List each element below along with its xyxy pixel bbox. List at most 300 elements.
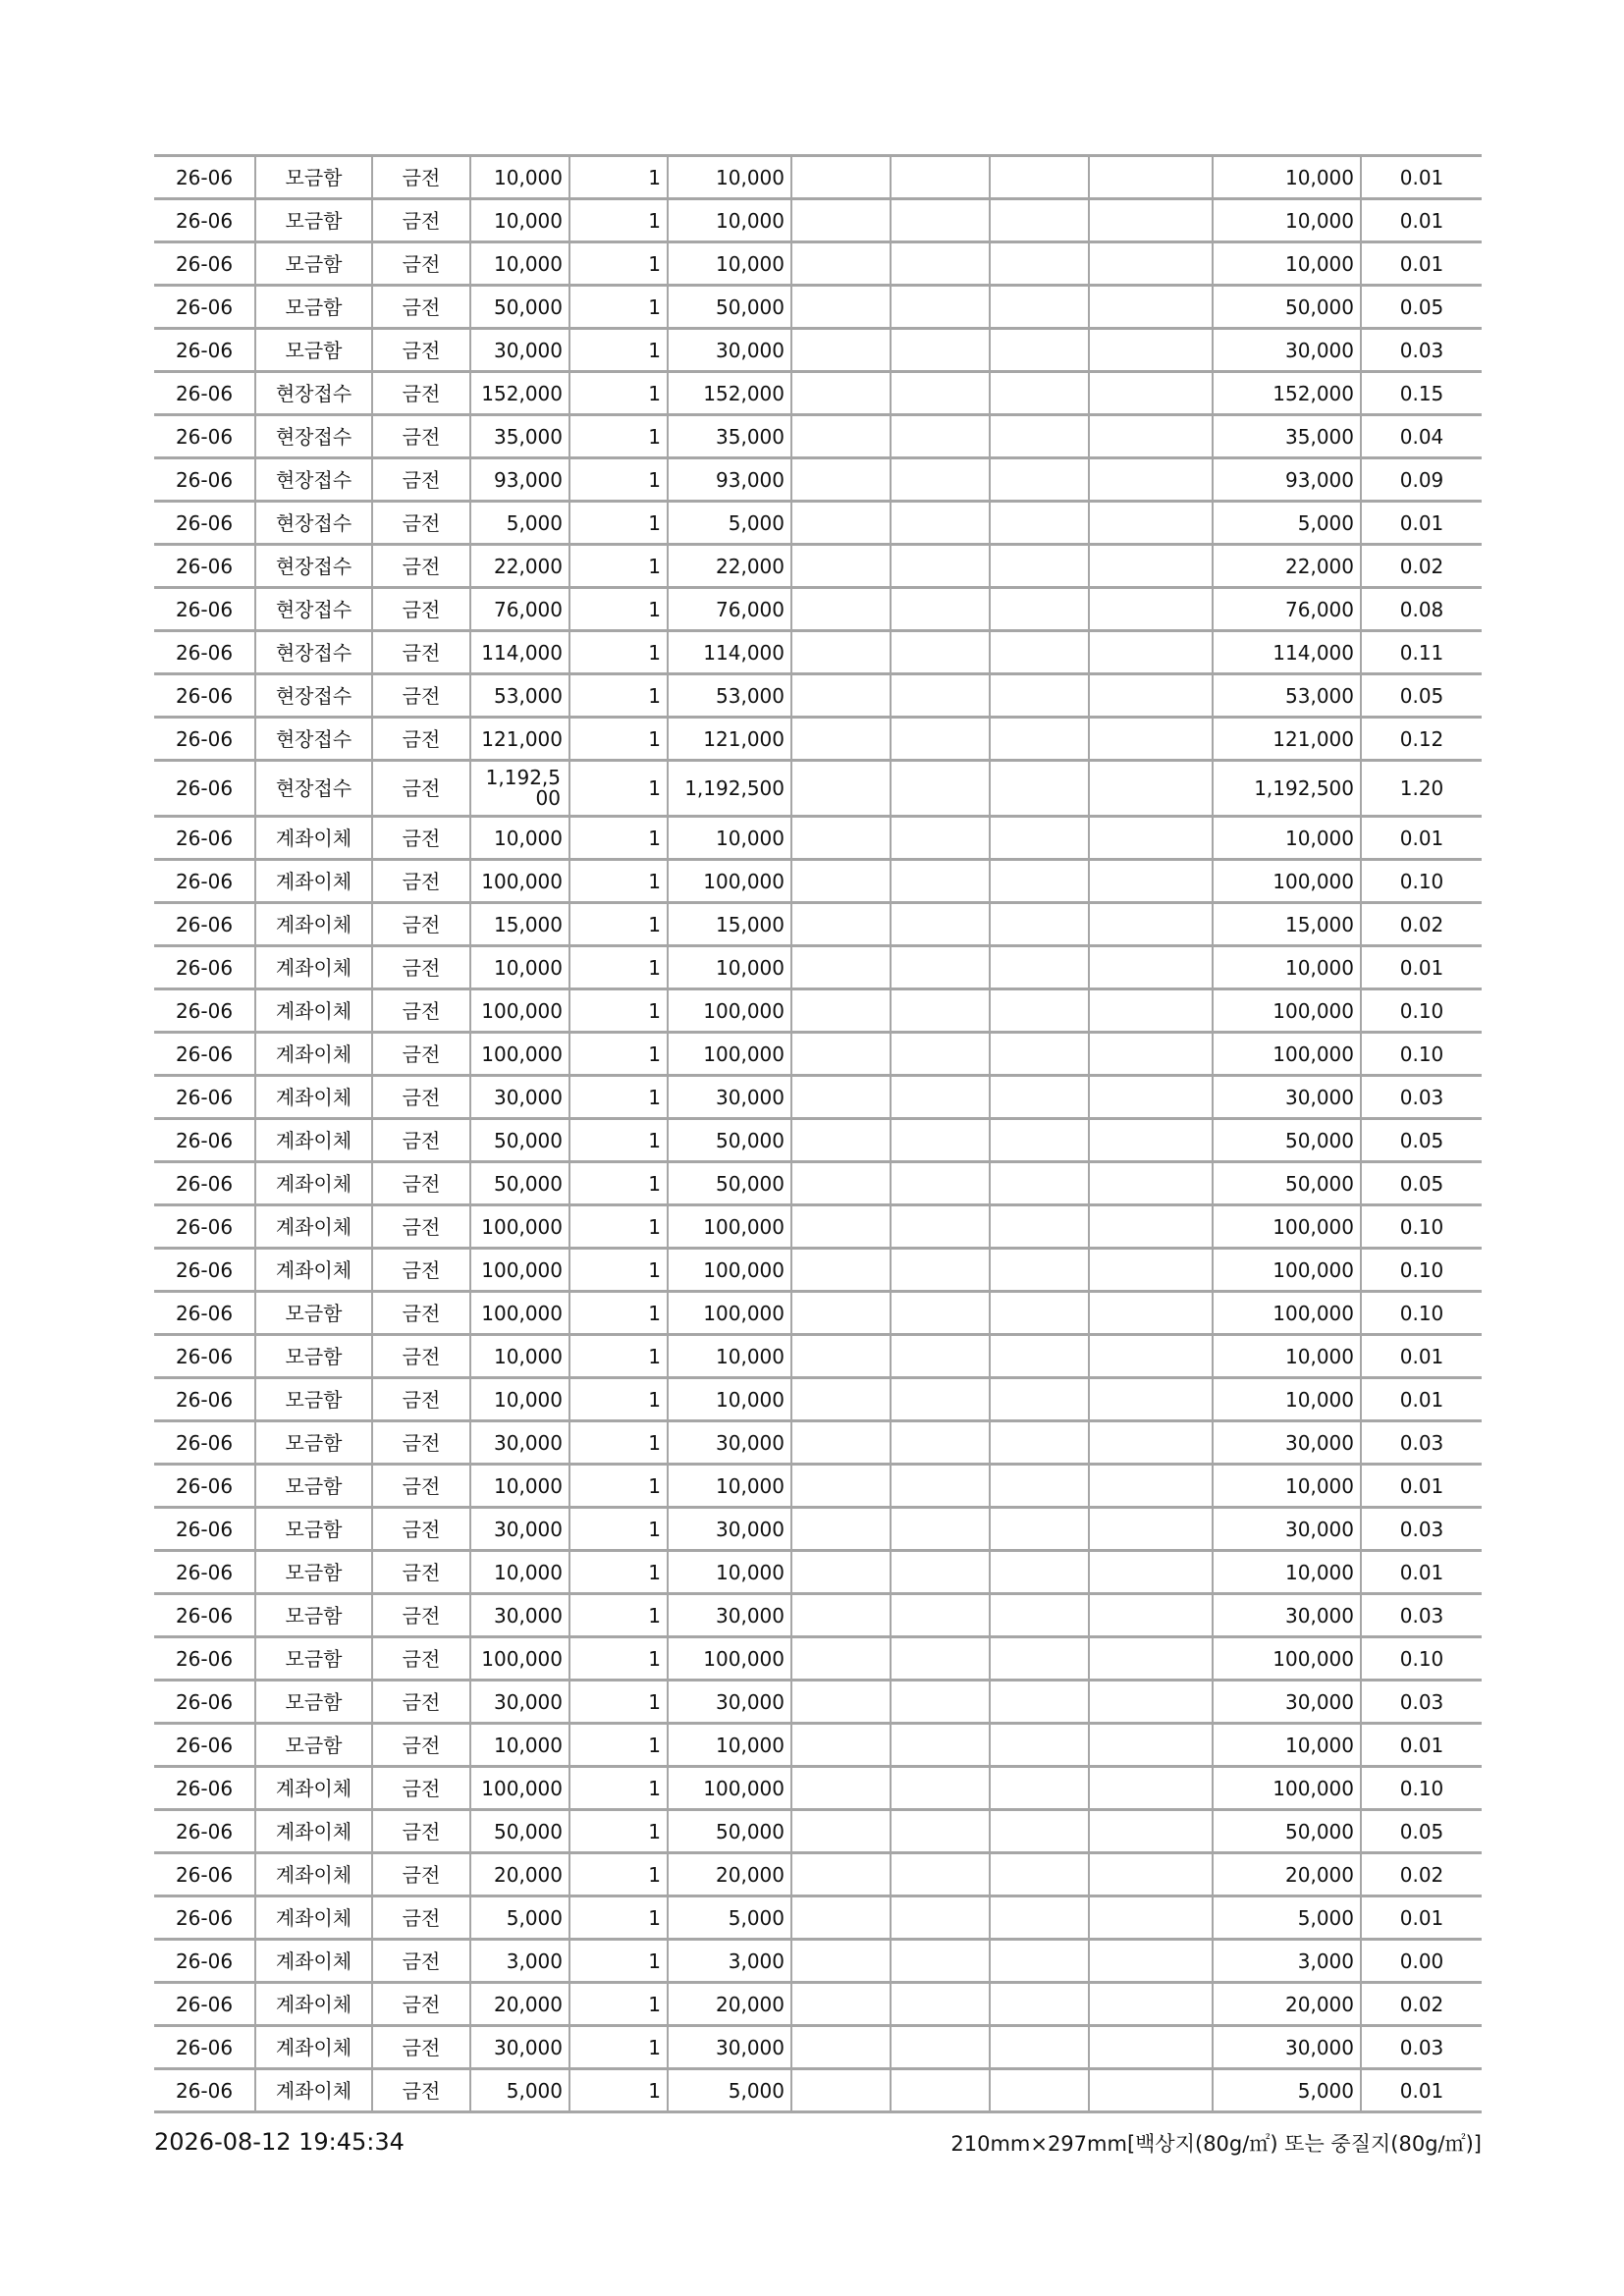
cell-total: 20,000: [1213, 1983, 1361, 2026]
cell-total: 53,000: [1213, 674, 1361, 718]
cell-blank-2: [891, 1378, 990, 1421]
cell-total: 30,000: [1213, 329, 1361, 372]
cell-blank-1: [791, 1292, 891, 1335]
cell-blank-1: [791, 545, 891, 588]
cell-unit-amount: 100,000: [470, 1033, 569, 1076]
cell-amount: 1,192,500: [668, 761, 791, 817]
cell-blank-3: [990, 1767, 1089, 1810]
cell-type: 금전: [372, 286, 470, 329]
cell-amount: 10,000: [668, 1465, 791, 1508]
cell-total: 30,000: [1213, 1076, 1361, 1119]
cell-unit-amount: 10,000: [470, 817, 569, 860]
cell-ratio: 0.05: [1361, 1119, 1482, 1162]
cell-quantity: 1: [569, 2069, 668, 2112]
cell-blank-1: [791, 989, 891, 1033]
cell-type: 금전: [372, 1810, 470, 1853]
cell-unit-amount: 100,000: [470, 1637, 569, 1681]
cell-quantity: 1: [569, 1940, 668, 1983]
cell-month: 26-06: [154, 156, 255, 199]
cell-blank-4: [1089, 199, 1213, 242]
cell-amount: 30,000: [668, 1421, 791, 1465]
cell-blank-3: [990, 989, 1089, 1033]
cell-unit-amount: 15,000: [470, 903, 569, 946]
cell-blank-3: [990, 1853, 1089, 1896]
cell-total: 5,000: [1213, 2069, 1361, 2112]
cell-unit-amount: 93,000: [470, 458, 569, 502]
cell-blank-3: [990, 502, 1089, 545]
cell-total: 100,000: [1213, 1767, 1361, 1810]
cell-ratio: 0.01: [1361, 1335, 1482, 1378]
cell-total: 10,000: [1213, 1551, 1361, 1594]
cell-unit-amount: 100,000: [470, 1767, 569, 1810]
table-row: [154, 1853, 1482, 1896]
cell-type: 금전: [372, 1292, 470, 1335]
cell-quantity: 1: [569, 502, 668, 545]
cell-quantity: 1: [569, 989, 668, 1033]
cell-month: 26-06: [154, 1853, 255, 1896]
cell-source: 계좌이체: [255, 1853, 372, 1896]
cell-total: 93,000: [1213, 458, 1361, 502]
cell-blank-2: [891, 199, 990, 242]
cell-month: 26-06: [154, 1421, 255, 1465]
table-row: [154, 2026, 1482, 2069]
cell-blank-3: [990, 286, 1089, 329]
cell-unit-amount: 10,000: [470, 242, 569, 286]
table-row: [154, 372, 1482, 415]
cell-total: 10,000: [1213, 1335, 1361, 1378]
cell-total: 5,000: [1213, 502, 1361, 545]
cell-ratio: 0.01: [1361, 2069, 1482, 2112]
cell-quantity: 1: [569, 817, 668, 860]
cell-ratio: 0.15: [1361, 372, 1482, 415]
cell-blank-2: [891, 1076, 990, 1119]
table-row: [154, 1162, 1482, 1205]
cell-month: 26-06: [154, 286, 255, 329]
cell-ratio: 0.01: [1361, 1551, 1482, 1594]
cell-blank-1: [791, 1508, 891, 1551]
cell-month: 26-06: [154, 761, 255, 817]
cell-blank-3: [990, 1637, 1089, 1681]
cell-source: 계좌이체: [255, 2069, 372, 2112]
cell-unit-amount: 100,000: [470, 989, 569, 1033]
cell-total: 50,000: [1213, 1119, 1361, 1162]
cell-source: 계좌이체: [255, 1076, 372, 1119]
cell-blank-1: [791, 2069, 891, 2112]
cell-source: 현장접수: [255, 415, 372, 458]
cell-unit-amount: 30,000: [470, 1508, 569, 1551]
cell-blank-1: [791, 1724, 891, 1767]
cell-type: 금전: [372, 545, 470, 588]
cell-quantity: 1: [569, 329, 668, 372]
cell-amount: 100,000: [668, 1767, 791, 1810]
cell-source: 모금함: [255, 156, 372, 199]
cell-blank-3: [990, 1508, 1089, 1551]
cell-ratio: 0.01: [1361, 242, 1482, 286]
cell-total: 10,000: [1213, 1724, 1361, 1767]
cell-blank-3: [990, 1896, 1089, 1940]
cell-unit-amount: 30,000: [470, 1594, 569, 1637]
cell-amount: 100,000: [668, 989, 791, 1033]
cell-blank-4: [1089, 156, 1213, 199]
cell-amount: 50,000: [668, 1162, 791, 1205]
table-row: [154, 502, 1482, 545]
cell-blank-2: [891, 946, 990, 989]
cell-total: 3,000: [1213, 1940, 1361, 1983]
cell-amount: 20,000: [668, 1983, 791, 2026]
cell-quantity: 1: [569, 199, 668, 242]
cell-total: 100,000: [1213, 1637, 1361, 1681]
cell-blank-2: [891, 1465, 990, 1508]
cell-ratio: 0.10: [1361, 1637, 1482, 1681]
cell-quantity: 1: [569, 1378, 668, 1421]
cell-type: 금전: [372, 1378, 470, 1421]
cell-source: 계좌이체: [255, 1810, 372, 1853]
cell-amount: 152,000: [668, 372, 791, 415]
cell-unit-amount: 10,000: [470, 156, 569, 199]
cell-blank-1: [791, 631, 891, 674]
cell-ratio: 0.02: [1361, 1983, 1482, 2026]
cell-amount: 5,000: [668, 2069, 791, 2112]
cell-total: 100,000: [1213, 1292, 1361, 1335]
cell-month: 26-06: [154, 1033, 255, 1076]
cell-blank-2: [891, 1335, 990, 1378]
cell-type: 금전: [372, 1853, 470, 1896]
cell-blank-4: [1089, 1551, 1213, 1594]
cell-ratio: 0.10: [1361, 1292, 1482, 1335]
cell-ratio: 0.02: [1361, 545, 1482, 588]
cell-month: 26-06: [154, 2026, 255, 2069]
cell-blank-3: [990, 1076, 1089, 1119]
cell-type: 금전: [372, 1205, 470, 1249]
cell-month: 26-06: [154, 860, 255, 903]
cell-month: 26-06: [154, 329, 255, 372]
cell-blank-4: [1089, 415, 1213, 458]
table-row: [154, 1767, 1482, 1810]
cell-unit-amount: 152,000: [470, 372, 569, 415]
cell-blank-1: [791, 242, 891, 286]
paper-spec: 210mm×297mm[백상지(80g/㎡) 또는 중질지(80g/㎡)]: [950, 2132, 1482, 2156]
cell-month: 26-06: [154, 989, 255, 1033]
cell-blank-2: [891, 1940, 990, 1983]
cell-blank-2: [891, 1724, 990, 1767]
cell-quantity: 1: [569, 1551, 668, 1594]
cell-blank-3: [990, 1033, 1089, 1076]
cell-blank-3: [990, 1249, 1089, 1292]
cell-blank-4: [1089, 1421, 1213, 1465]
cell-quantity: 1: [569, 761, 668, 817]
cell-amount: 10,000: [668, 946, 791, 989]
cell-amount: 30,000: [668, 2026, 791, 2069]
cell-total: 50,000: [1213, 1810, 1361, 1853]
cell-total: 152,000: [1213, 372, 1361, 415]
cell-source: 모금함: [255, 1681, 372, 1724]
cell-blank-4: [1089, 989, 1213, 1033]
cell-month: 26-06: [154, 1508, 255, 1551]
table-row: [154, 286, 1482, 329]
cell-blank-1: [791, 199, 891, 242]
ledger-table: [154, 154, 1482, 2113]
cell-amount: 5,000: [668, 502, 791, 545]
table-row: [154, 1076, 1482, 1119]
cell-blank-1: [791, 1249, 891, 1292]
cell-blank-1: [791, 817, 891, 860]
cell-type: 금전: [372, 631, 470, 674]
cell-month: 26-06: [154, 1551, 255, 1594]
cell-quantity: 1: [569, 242, 668, 286]
cell-unit-amount: 5,000: [470, 2069, 569, 2112]
cell-blank-3: [990, 817, 1089, 860]
cell-unit-amount: 10,000: [470, 1465, 569, 1508]
cell-blank-2: [891, 631, 990, 674]
cell-blank-3: [990, 415, 1089, 458]
cell-blank-1: [791, 1465, 891, 1508]
table-row: [154, 946, 1482, 989]
cell-blank-4: [1089, 631, 1213, 674]
cell-quantity: 1: [569, 1249, 668, 1292]
cell-unit-amount: 5,000: [470, 1896, 569, 1940]
cell-blank-4: [1089, 242, 1213, 286]
cell-amount: 30,000: [668, 1076, 791, 1119]
cell-ratio: 1.20: [1361, 761, 1482, 817]
cell-unit-amount: 1,192,500: [470, 761, 569, 817]
cell-blank-4: [1089, 1853, 1213, 1896]
table-row: [154, 1637, 1482, 1681]
cell-source: 계좌이체: [255, 860, 372, 903]
cell-blank-2: [891, 1508, 990, 1551]
cell-blank-2: [891, 286, 990, 329]
cell-ratio: 0.03: [1361, 329, 1482, 372]
cell-blank-3: [990, 1335, 1089, 1378]
cell-unit-amount: 50,000: [470, 1162, 569, 1205]
cell-amount: 100,000: [668, 1292, 791, 1335]
cell-blank-3: [990, 1292, 1089, 1335]
cell-unit-amount: 100,000: [470, 1292, 569, 1335]
cell-month: 26-06: [154, 1076, 255, 1119]
cell-ratio: 0.10: [1361, 1767, 1482, 1810]
cell-blank-3: [990, 372, 1089, 415]
cell-blank-1: [791, 588, 891, 631]
cell-source: 모금함: [255, 199, 372, 242]
cell-blank-2: [891, 1421, 990, 1465]
cell-month: 26-06: [154, 903, 255, 946]
cell-source: 모금함: [255, 1292, 372, 1335]
cell-type: 금전: [372, 1335, 470, 1378]
cell-amount: 121,000: [668, 718, 791, 761]
table-row: [154, 2069, 1482, 2112]
cell-month: 26-06: [154, 242, 255, 286]
cell-unit-amount: 35,000: [470, 415, 569, 458]
cell-amount: 10,000: [668, 199, 791, 242]
cell-quantity: 1: [569, 903, 668, 946]
cell-quantity: 1: [569, 1421, 668, 1465]
cell-source: 현장접수: [255, 761, 372, 817]
cell-blank-2: [891, 1292, 990, 1335]
cell-blank-4: [1089, 2069, 1213, 2112]
cell-blank-2: [891, 1637, 990, 1681]
cell-blank-2: [891, 2026, 990, 2069]
cell-total: 10,000: [1213, 199, 1361, 242]
cell-blank-4: [1089, 1767, 1213, 1810]
cell-ratio: 0.01: [1361, 1465, 1482, 1508]
cell-unit-amount: 10,000: [470, 1724, 569, 1767]
cell-blank-3: [990, 588, 1089, 631]
table-row: [154, 1983, 1482, 2026]
cell-source: 현장접수: [255, 674, 372, 718]
cell-quantity: 1: [569, 415, 668, 458]
cell-blank-2: [891, 1767, 990, 1810]
cell-type: 금전: [372, 588, 470, 631]
cell-source: 계좌이체: [255, 1983, 372, 2026]
table-row: [154, 1378, 1482, 1421]
cell-type: 금전: [372, 415, 470, 458]
cell-type: 금전: [372, 989, 470, 1033]
table-row: [154, 1940, 1482, 1983]
cell-quantity: 1: [569, 1033, 668, 1076]
cell-quantity: 1: [569, 588, 668, 631]
cell-month: 26-06: [154, 1378, 255, 1421]
cell-type: 금전: [372, 1249, 470, 1292]
cell-type: 금전: [372, 1681, 470, 1724]
cell-blank-1: [791, 1205, 891, 1249]
cell-blank-3: [990, 1983, 1089, 2026]
cell-total: 121,000: [1213, 718, 1361, 761]
cell-total: 22,000: [1213, 545, 1361, 588]
cell-blank-4: [1089, 588, 1213, 631]
cell-type: 금전: [372, 1465, 470, 1508]
cell-type: 금전: [372, 242, 470, 286]
cell-blank-2: [891, 2069, 990, 2112]
table-row: [154, 1551, 1482, 1594]
cell-blank-3: [990, 458, 1089, 502]
cell-blank-1: [791, 1033, 891, 1076]
cell-unit-amount: 30,000: [470, 1076, 569, 1119]
cell-quantity: 1: [569, 156, 668, 199]
cell-blank-1: [791, 286, 891, 329]
cell-blank-3: [990, 1810, 1089, 1853]
cell-amount: 15,000: [668, 903, 791, 946]
cell-quantity: 1: [569, 718, 668, 761]
cell-blank-1: [791, 1767, 891, 1810]
cell-blank-2: [891, 1896, 990, 1940]
cell-blank-1: [791, 1853, 891, 1896]
cell-type: 금전: [372, 946, 470, 989]
table-row: [154, 1724, 1482, 1767]
cell-blank-2: [891, 458, 990, 502]
cell-month: 26-06: [154, 1681, 255, 1724]
cell-month: 26-06: [154, 718, 255, 761]
table-row: [154, 674, 1482, 718]
cell-blank-2: [891, 156, 990, 199]
cell-total: 5,000: [1213, 1896, 1361, 1940]
cell-blank-1: [791, 903, 891, 946]
cell-amount: 93,000: [668, 458, 791, 502]
cell-amount: 100,000: [668, 1033, 791, 1076]
cell-total: 10,000: [1213, 1378, 1361, 1421]
cell-blank-4: [1089, 1249, 1213, 1292]
cell-ratio: 0.01: [1361, 1378, 1482, 1421]
cell-total: 20,000: [1213, 1853, 1361, 1896]
cell-blank-4: [1089, 286, 1213, 329]
cell-type: 금전: [372, 1767, 470, 1810]
cell-quantity: 1: [569, 545, 668, 588]
cell-amount: 22,000: [668, 545, 791, 588]
cell-quantity: 1: [569, 860, 668, 903]
cell-month: 26-06: [154, 1724, 255, 1767]
cell-unit-amount: 10,000: [470, 1551, 569, 1594]
cell-source: 계좌이체: [255, 1205, 372, 1249]
table-row: [154, 1292, 1482, 1335]
cell-blank-1: [791, 1637, 891, 1681]
cell-amount: 50,000: [668, 1119, 791, 1162]
cell-source: 모금함: [255, 1594, 372, 1637]
cell-type: 금전: [372, 761, 470, 817]
cell-type: 금전: [372, 372, 470, 415]
cell-blank-1: [791, 1119, 891, 1162]
cell-source: 계좌이체: [255, 903, 372, 946]
cell-source: 모금함: [255, 1335, 372, 1378]
cell-month: 26-06: [154, 458, 255, 502]
cell-amount: 50,000: [668, 286, 791, 329]
cell-unit-amount: 10,000: [470, 199, 569, 242]
cell-blank-2: [891, 1162, 990, 1205]
cell-blank-3: [990, 1378, 1089, 1421]
cell-quantity: 1: [569, 1119, 668, 1162]
cell-amount: 30,000: [668, 1508, 791, 1551]
table-row: [154, 1033, 1482, 1076]
cell-source: 계좌이체: [255, 1249, 372, 1292]
table-row: [154, 1421, 1482, 1465]
cell-quantity: 1: [569, 1983, 668, 2026]
cell-month: 26-06: [154, 1292, 255, 1335]
table-row: [154, 329, 1482, 372]
cell-month: 26-06: [154, 502, 255, 545]
cell-source: 계좌이체: [255, 1033, 372, 1076]
cell-blank-4: [1089, 1465, 1213, 1508]
cell-blank-2: [891, 1594, 990, 1637]
cell-month: 26-06: [154, 1896, 255, 1940]
cell-type: 금전: [372, 1724, 470, 1767]
cell-blank-1: [791, 1810, 891, 1853]
cell-type: 금전: [372, 1551, 470, 1594]
cell-total: 10,000: [1213, 817, 1361, 860]
cell-blank-4: [1089, 860, 1213, 903]
cell-blank-1: [791, 329, 891, 372]
cell-month: 26-06: [154, 1162, 255, 1205]
cell-source: 계좌이체: [255, 1767, 372, 1810]
cell-total: 15,000: [1213, 903, 1361, 946]
cell-total: 100,000: [1213, 860, 1361, 903]
cell-source: 계좌이체: [255, 1940, 372, 1983]
cell-blank-1: [791, 674, 891, 718]
cell-blank-4: [1089, 329, 1213, 372]
cell-blank-4: [1089, 2026, 1213, 2069]
cell-blank-1: [791, 458, 891, 502]
cell-quantity: 1: [569, 286, 668, 329]
cell-source: 모금함: [255, 1465, 372, 1508]
cell-month: 26-06: [154, 1249, 255, 1292]
cell-amount: 76,000: [668, 588, 791, 631]
cell-blank-3: [990, 1119, 1089, 1162]
cell-blank-3: [990, 1940, 1089, 1983]
cell-total: 1,192,500: [1213, 761, 1361, 817]
cell-total: 30,000: [1213, 1421, 1361, 1465]
cell-blank-1: [791, 1421, 891, 1465]
cell-unit-amount: 30,000: [470, 2026, 569, 2069]
cell-month: 26-06: [154, 1983, 255, 2026]
cell-total: 30,000: [1213, 1594, 1361, 1637]
cell-blank-2: [891, 502, 990, 545]
cell-quantity: 1: [569, 2026, 668, 2069]
